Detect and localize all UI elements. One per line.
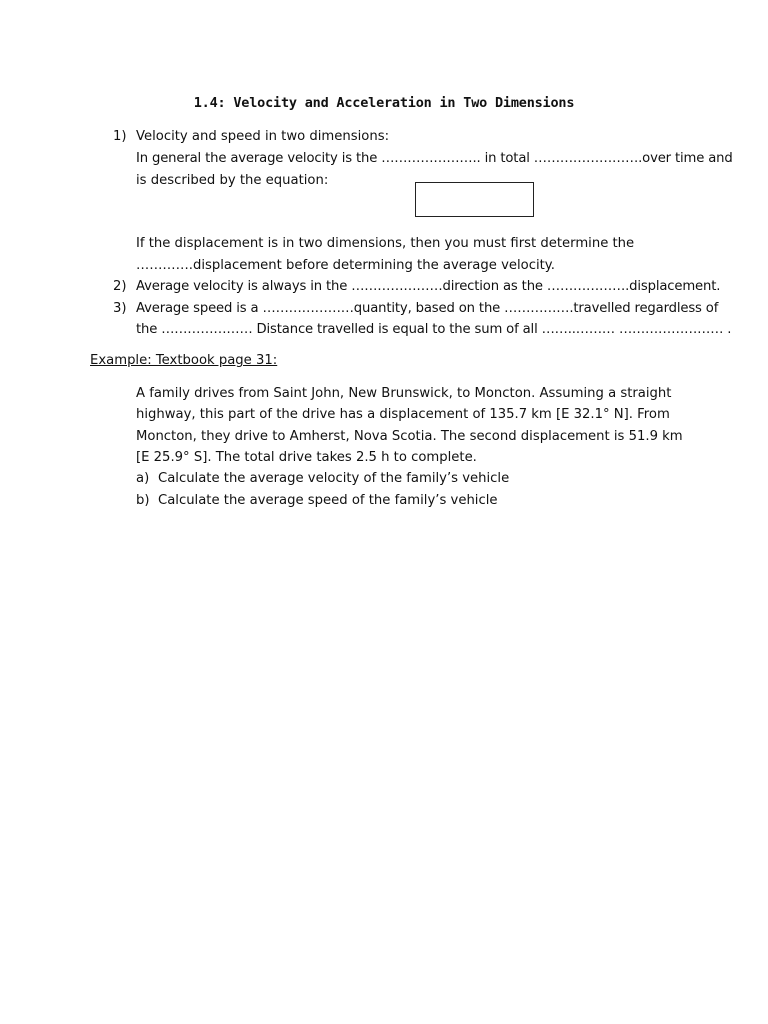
page-title: 1.4: Velocity and Acceleration in Two Dimensions bbox=[193, 95, 575, 111]
item-3-number: 3) bbox=[113, 301, 127, 316]
equation-answer-box bbox=[415, 182, 534, 217]
item-3-line-2: the ………………… Distance travelled is equal to the sum of all ……..……… …………………… . bbox=[136, 322, 732, 337]
sub-question-b-text: Calculate the average speed of the family’s vehicle bbox=[158, 493, 498, 508]
item-1-line-1: Velocity and speed in two dimensions: bbox=[136, 129, 390, 144]
item-1-line-2: In general the average velocity is the ………………….. in total …………………….over time and bbox=[136, 151, 733, 166]
item-2-number: 2) bbox=[113, 279, 127, 294]
example-line-1: A family drives from Saint John, New Brunswick, to Moncton. Assuming a straight bbox=[136, 386, 672, 401]
example-heading: Example: Textbook page 31: bbox=[90, 353, 278, 368]
example-line-4: [E 25.9° S]. The total drive takes 2.5 h to complete. bbox=[136, 450, 477, 465]
item-3-line-1: Average speed is a …………………quantity, based on the …………….travelled regardless of bbox=[136, 301, 719, 316]
two-dimension-line-2: ………….displacement before determining the average velocity. bbox=[136, 258, 555, 273]
sub-question-b-label: b) bbox=[136, 493, 150, 508]
example-line-3: Moncton, they drive to Amherst, Nova Scotia. The second displacement is 51.9 km bbox=[136, 429, 683, 444]
item-1-number: 1) bbox=[113, 129, 127, 144]
sub-question-a-text: Calculate the average velocity of the family’s vehicle bbox=[158, 471, 510, 486]
two-dimension-line-1: If the displacement is in two dimensions, then you must first determine the bbox=[136, 236, 635, 251]
item-2-text: Average velocity is always in the …………………direction as the ……………….displacement. bbox=[136, 279, 721, 294]
sub-question-a-label: a) bbox=[136, 471, 150, 486]
example-line-2: highway, this part of the drive has a displacement of 135.7 km [E 32.1° N]. From bbox=[136, 407, 670, 422]
item-1-line-3: is described by the equation: bbox=[136, 173, 329, 188]
